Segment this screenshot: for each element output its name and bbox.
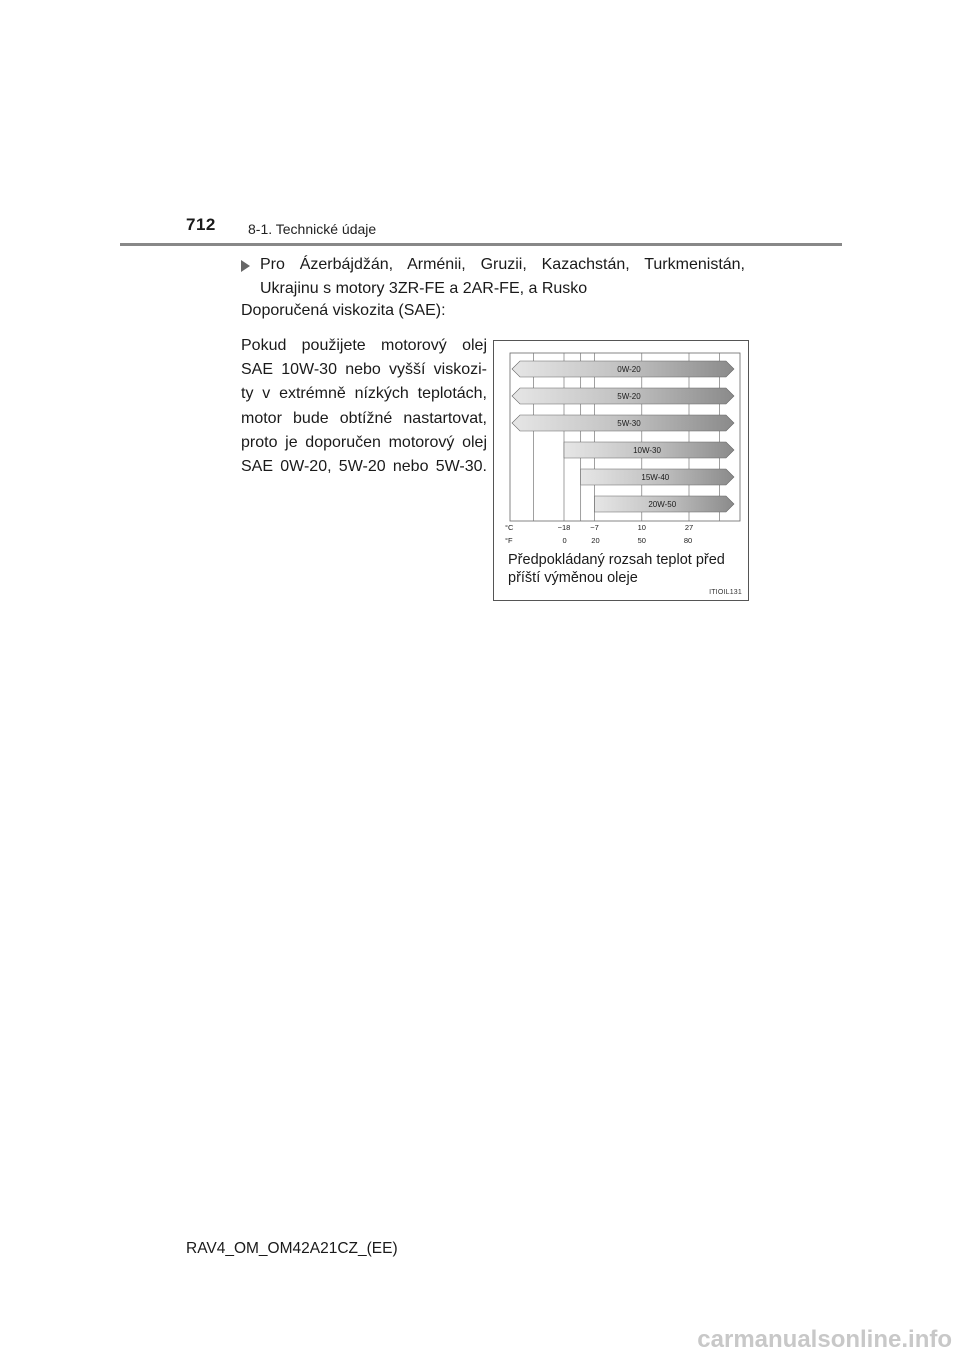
fahrenheit-tick-label: 50 [637, 536, 646, 545]
celsius-tick-label: −18 [557, 523, 571, 532]
bullet-line-2: Ukrajinu s motory 3ZR-FE a 2AR-FE, a Rusko [260, 280, 588, 297]
oil-grade-label: 5W-20 [617, 392, 641, 401]
body-paragraph [241, 334, 487, 479]
celsius-tick-label: 10 [637, 523, 646, 532]
fahrenheit-tick-label: 80 [683, 536, 693, 545]
oil-grade-label: 15W-40 [641, 473, 670, 482]
fahrenheit-unit-label: °F [505, 536, 513, 545]
paragraph-line: motor bude obtížné nastartovat, [241, 409, 487, 427]
bullet-line-1: Pro Ázerbájdžán, Arménii, Gruzii, Kazachstán, Turkmenistán, [260, 256, 745, 273]
oil-grade-label: 0W-20 [617, 365, 641, 374]
section-title: 8-1. Technické údaje [248, 221, 377, 237]
celsius-tick-label: −7 [590, 523, 599, 532]
watermark: carmanualsonline.info [697, 1326, 952, 1353]
bullet-item [241, 253, 745, 301]
paragraph-line: proto je doporučen motorový olej [241, 433, 487, 451]
viscosity-chart-figure [493, 340, 749, 601]
paragraph-line: SAE 0W-20, 5W-20 nebo 5W-30. [241, 458, 487, 476]
viscosity-label: Doporučená viskozita (SAE): [241, 302, 446, 319]
celsius-tick-label: 27 [684, 523, 694, 532]
triangle-bullet-icon [241, 260, 250, 272]
chart-caption: Předpokládaný rozsah teplot před příští výměnou oleje [508, 552, 725, 586]
document-code: RAV4_OM_OM42A21CZ_(EE) [186, 1240, 398, 1257]
oil-grade-label: 5W-30 [617, 419, 641, 428]
oil-grade-label: 10W-30 [633, 446, 661, 455]
header-divider [120, 243, 842, 246]
celsius-unit-label: °C [505, 523, 514, 532]
fahrenheit-tick-label: 20 [591, 536, 600, 545]
paragraph-line: Pokud použijete motorový olej [241, 337, 487, 354]
page-number: 712 [186, 215, 216, 234]
oil-grade-label: 20W-50 [648, 500, 677, 509]
paragraph-line: ty v extrémně nízkých teplotách, [241, 385, 487, 403]
paragraph-line: SAE 10W-30 nebo vyšší viskozi- [241, 361, 487, 379]
figure-code: ITIOIL131 [709, 589, 742, 596]
fahrenheit-tick-label: 0 [562, 536, 567, 545]
viscosity-chart [494, 341, 750, 551]
